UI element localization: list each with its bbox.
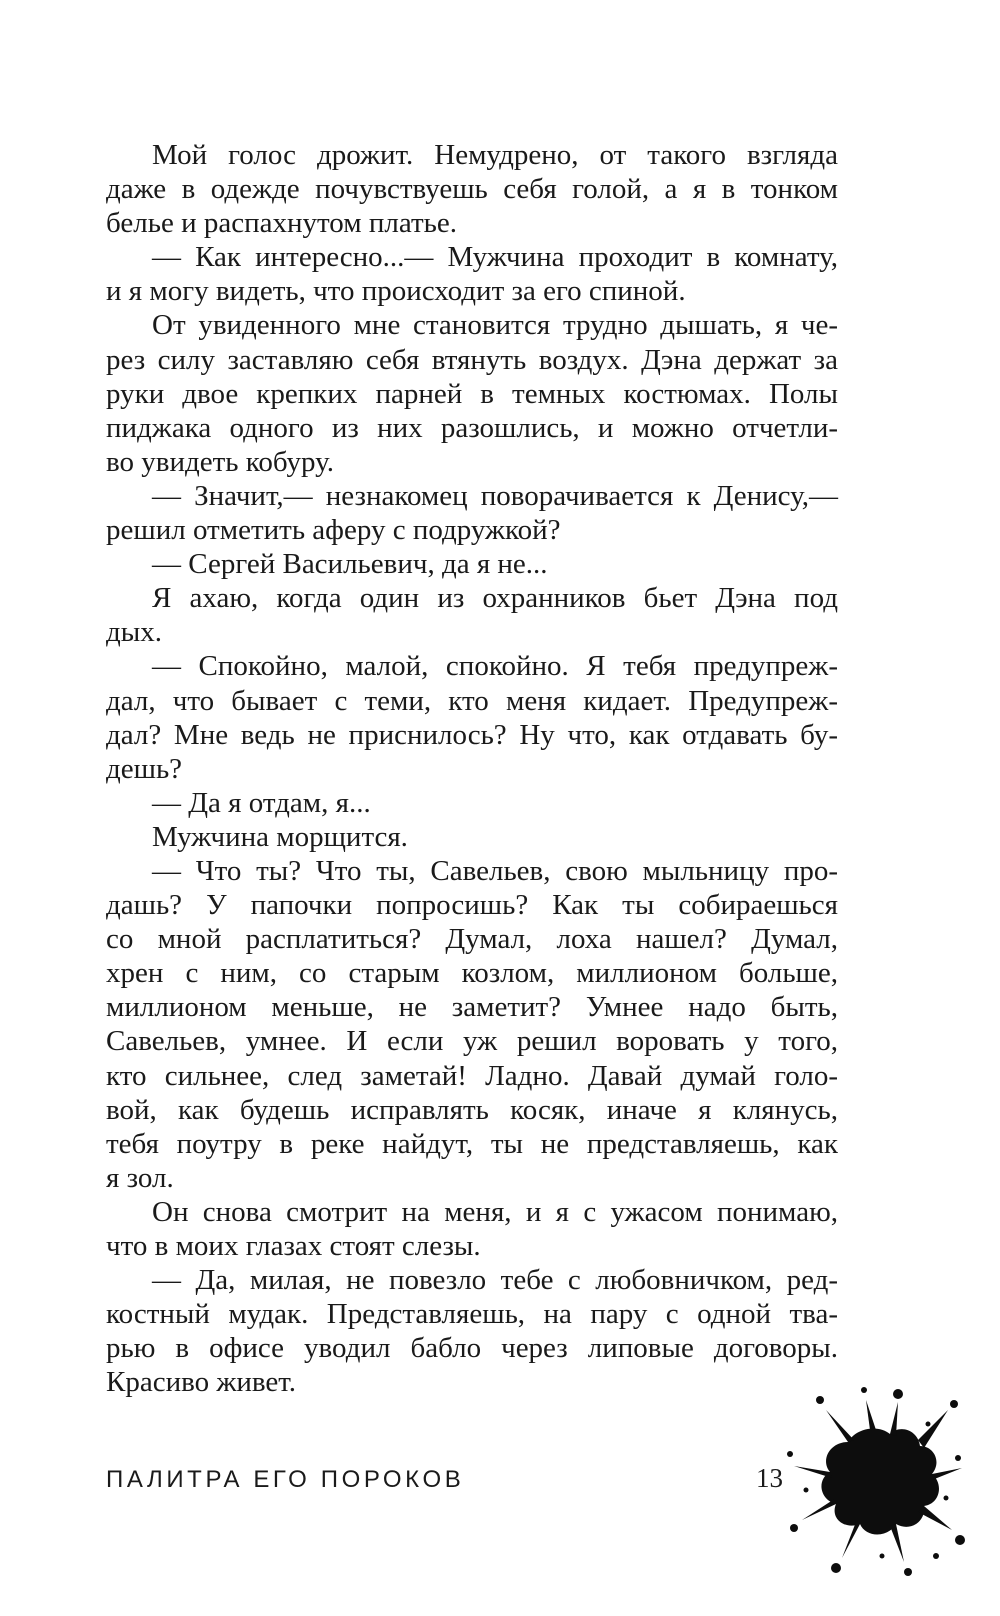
text-line: Он снова смотрит на меня, и я с ужасом понимаю, [152, 1195, 838, 1228]
text-line: — Да я отдам, я... [152, 786, 371, 819]
text-line: Я ахаю, когда один из охранников бьет Дэна под [152, 582, 838, 615]
text-line: со мной расплатиться? Думал, лоха нашел? Думал, [106, 923, 838, 956]
text-line: Красиво живет. [106, 1366, 297, 1399]
text-line: даже в одежде почувствуешь себя голой, а я в тонком [106, 173, 838, 206]
text-line: От увиденного мне становится трудно дышать, я че- [152, 309, 838, 342]
text-line: дешь? [106, 752, 183, 785]
text-line: и я могу видеть, что происходит за его спиной. [106, 275, 686, 308]
text-line: пиджака одного из них разошлись, и можно отчетли- [106, 411, 838, 444]
running-footer-book-title: ПАЛИТРА ЕГО ПОРОКОВ [106, 1466, 465, 1493]
text-line: дал, что бывает с теми, кто меня кидает. Предупреж- [106, 684, 838, 717]
text-line: — Что ты? Что ты, Савельев, свою мыльницу про- [152, 854, 838, 887]
text-line: дашь? У папочки попросишь? Как ты собираешься [106, 889, 838, 922]
text-line: костный мудак. Представляешь, на пару с одной тва- [106, 1298, 838, 1331]
text-line: — Да, милая, не повезло тебе с любовничком, ред- [152, 1264, 838, 1297]
text-line: рью в офисе уводил бабло через липовые договоры. [106, 1332, 838, 1365]
text-line: хрен с ним, со старым козлом, миллионом больше, [106, 957, 838, 990]
text-line: тебя поутру в реке найдут, ты не представляешь, как [106, 1127, 838, 1160]
text-line: вой, как будешь исправлять косяк, иначе я клянусь, [106, 1093, 838, 1126]
page-body-text [106, 138, 838, 1399]
text-line: что в моих глазах стоят слезы. [106, 1230, 481, 1262]
text-line: кто сильнее, след заметай! Ладно. Давай думай голо- [106, 1059, 838, 1092]
text-line: Мужчина морщится. [152, 820, 408, 853]
text-line: — Как интересно...— Мужчина проходит в комнату, [152, 241, 838, 274]
text-line: рез силу заставляю себя втянуть воздух. Дэна держат за [106, 343, 838, 376]
ink-splatter-icon [786, 1380, 966, 1580]
text-line: — Спокойно, малой, спокойно. Я тебя предупреж- [152, 650, 838, 683]
page-number: 13 [756, 1463, 783, 1493]
text-line: решил отметить аферу с подружкой? [106, 514, 561, 547]
text-line: Савельев, умнее. И если уж решил воровать у того, [106, 1025, 838, 1058]
text-line: — Сергей Васильевич, да я не... [152, 548, 548, 581]
text-line: дал? Мне ведь не приснилось? Ну что, как отдавать бу- [106, 718, 838, 751]
text-line: руки двое крепких парней в темных костюмах. Полы [106, 377, 838, 410]
text-line: белье и распахнутом платье. [106, 207, 457, 240]
text-line: я зол. [106, 1161, 174, 1194]
text-line: миллионом меньше, не заметит? Умнее надо быть, [106, 991, 838, 1024]
text-line: — Значит,— незнакомец поворачивается к Денису,— [152, 479, 838, 512]
text-line: во увидеть кобуру. [106, 445, 334, 478]
text-line: Мой голос дрожит. Немудрено, от такого взгляда [152, 139, 838, 171]
text-line: дых. [106, 616, 162, 649]
